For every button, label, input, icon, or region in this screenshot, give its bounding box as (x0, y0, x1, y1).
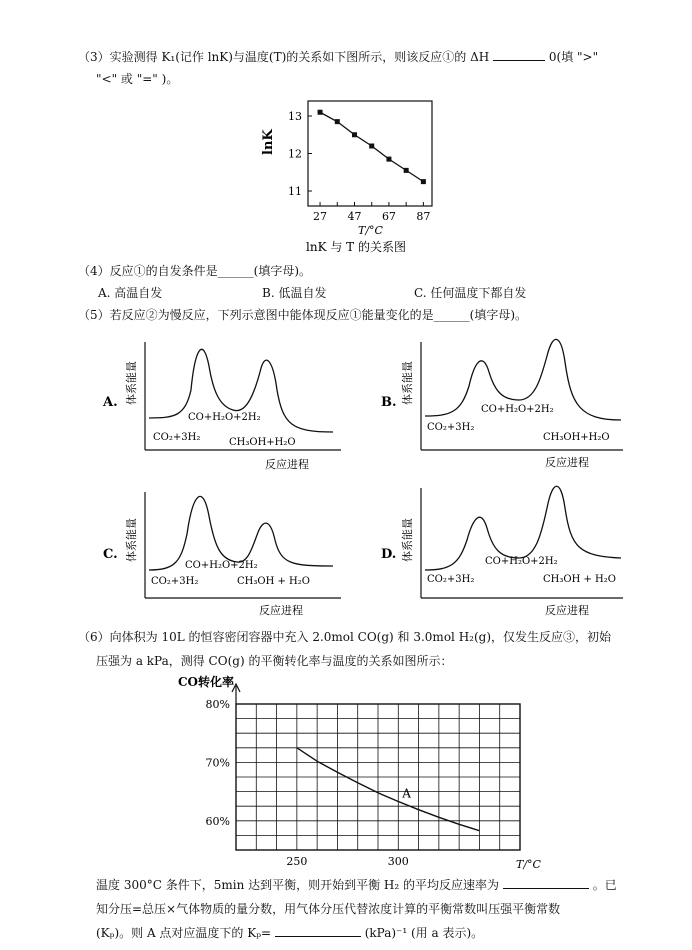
lnk-ylabel: lnK (261, 129, 276, 155)
lnk-xtick-label: 47 (347, 210, 362, 223)
diagram-a-left: CO₂+3H₂ (153, 432, 201, 443)
lnk-ytick-label: 11 (288, 185, 302, 198)
q6-line5 (96, 924, 483, 941)
q4-option-b[interactable]: B. 低温自发 (262, 286, 327, 300)
diagram-c-left: CO₂+3H₂ (151, 576, 199, 587)
diagram-d-mid: CO+H₂O+2H₂ (485, 556, 558, 567)
energy-diagram-a[interactable] (95, 328, 345, 476)
diagram-b-xlabel: 反应进程 (545, 456, 589, 469)
lnk-ytick-label: 13 (288, 110, 302, 123)
q6-kp-blank[interactable] (275, 925, 361, 937)
q3-text: （3）实验测得 K₁(记作 lnK)与温度(T)的关系如下图所示，则该反应①的 ΔH (78, 50, 490, 64)
co-conversion-curve (297, 748, 480, 831)
lnk-data-point (404, 168, 409, 173)
diagram-d-right: CH₃OH + H₂O (543, 574, 616, 585)
lnk-data-point (386, 157, 391, 162)
lnk-data-point (369, 144, 374, 149)
lnk-plot-frame (308, 101, 432, 206)
lnk-ytick-label: 12 (288, 147, 302, 161)
lnk-xtick-label: 67 (381, 210, 396, 223)
diagram-b-mid: CO+H₂O+2H₂ (481, 404, 554, 415)
q3-text-end: 0(填 ">" (548, 50, 599, 64)
q4-option-a[interactable]: A. 高温自发 (98, 286, 163, 300)
co-ytick-label: 70% (205, 756, 230, 770)
q6-line3 (96, 876, 617, 893)
q3-line2: "<" 或 "=" )。 (96, 72, 179, 86)
diagram-a-mid: CO+H₂O+2H₂ (188, 412, 261, 423)
q6-line4: 知分压=总压×气体物质的量分数，用气体分压代替浓度计算的平衡常数叫压强平衡常数 (96, 902, 561, 916)
diagram-c-ylabel: 体系能量 (125, 518, 138, 562)
lnk-data-point (335, 119, 340, 124)
co-ytick-label: 80% (205, 698, 230, 711)
lnk-data-point (318, 110, 323, 115)
diagram-a-xlabel: 反应进程 (265, 458, 309, 471)
energy-diagram-b[interactable] (375, 328, 630, 476)
diagram-c-mid: CO+H₂O+2H₂ (185, 560, 258, 571)
q6-line2: 压强为 a kPa，测得 CO(g) 的平衡转化率与温度的关系如图所示： (96, 654, 453, 668)
q4-option-c[interactable]: C. 任何温度下都自发 (414, 286, 527, 300)
co-xlabel: T/°C (516, 858, 541, 871)
lnk-figure (258, 95, 438, 260)
diagram-c-curve (149, 496, 333, 570)
diagram-d-left: CO₂+3H₂ (427, 574, 475, 585)
q3-blank[interactable] (493, 49, 545, 61)
energy-diagram-d[interactable] (375, 478, 630, 620)
lnk-caption: lnK 与 T 的关系图 (306, 240, 406, 254)
co-xtick-label: 300 (387, 855, 409, 868)
co-ylabel: CO转化率 (178, 675, 235, 689)
q3-line1 (78, 48, 598, 65)
diagram-d-letter: D. (381, 547, 397, 562)
diagram-c-letter: C. (103, 547, 118, 562)
diagram-a-ylabel: 体系能量 (125, 361, 138, 405)
diagram-a-right: CH₃OH+H₂O (229, 437, 296, 448)
diagram-b-letter: B. (381, 395, 397, 410)
diagram-b-ylabel: 体系能量 (401, 361, 414, 405)
lnk-data-point (352, 132, 357, 137)
diagram-c-right: CH₃OH + H₂O (237, 576, 310, 587)
q6-line3-end: 。已 (592, 878, 617, 892)
lnk-data-point (421, 179, 426, 184)
diagram-a-letter: A. (103, 395, 118, 410)
q6-rate-blank[interactable] (503, 877, 589, 889)
lnk-xtick-label: 27 (313, 210, 328, 223)
q4-stem: （4）反应①的自发条件是______(填字母)。 (78, 264, 311, 278)
energy-diagram-c[interactable] (95, 478, 345, 620)
diagram-d-xlabel: 反应进程 (545, 604, 589, 617)
point-a-label: A (402, 786, 411, 801)
q6-line1: （6）向体积为 10L 的恒容密闭容器中充入 2.0mol CO(g) 和 3.0mol H₂(g)，仅发生反应③，初始 (78, 630, 612, 644)
co-xtick-label: 250 (286, 855, 308, 868)
diagram-b-right: CH₃OH+H₂O (543, 432, 610, 443)
q6-line5-text: (Kₚ)。则 A 点对应温度下的 Kₚ= (96, 926, 272, 940)
q6-line5-end: (kPa)⁻¹ (用 a 表示)。 (364, 926, 484, 940)
lnk-xlabel: T/°C (358, 224, 383, 237)
co-conversion-figure (170, 672, 560, 872)
diagram-c-xlabel: 反应进程 (259, 604, 303, 617)
diagram-b-left: CO₂+3H₂ (427, 422, 475, 433)
diagram-d-ylabel: 体系能量 (401, 518, 414, 562)
q5-stem: （5）若反应②为慢反应，下列示意图中能体现反应①能量变化的是______(填字母)。 (78, 308, 528, 322)
co-ytick-label: 60% (205, 814, 230, 828)
lnk-xtick-label: 87 (416, 210, 431, 223)
q6-line3-text: 温度 300°C 条件下，5min 达到平衡，则开始到平衡 H₂ 的平均反应速率为 (96, 878, 500, 892)
